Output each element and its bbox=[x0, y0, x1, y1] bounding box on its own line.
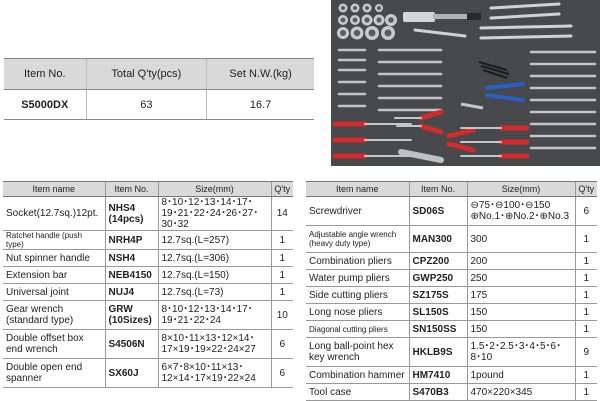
item-qty: 10 bbox=[271, 301, 293, 330]
item-size: 150 bbox=[467, 304, 575, 321]
item-size: 250 bbox=[467, 270, 575, 287]
item-qty: 9 bbox=[575, 338, 597, 367]
table-row bbox=[306, 384, 597, 401]
item-size: 8･10･12･13･14･17･19･21･22･24 bbox=[158, 301, 271, 330]
item-size: 12.7sq.(L=306) bbox=[158, 250, 271, 267]
item-name: Combination hammer bbox=[306, 367, 409, 384]
right-header-qty: Q'ty bbox=[575, 182, 597, 197]
table-row bbox=[3, 197, 293, 231]
spec-item-no: S5000DX bbox=[4, 90, 86, 120]
item-qty: 1 bbox=[575, 367, 597, 384]
table-row bbox=[306, 270, 597, 287]
item-name: Gear wrench (standard type) bbox=[3, 301, 105, 330]
item-name: Nut spinner handle bbox=[3, 250, 105, 267]
item-size: 300 bbox=[467, 226, 575, 253]
spec-total-qty: 63 bbox=[86, 90, 207, 120]
item-size: 6×7･8×10･11×13･12×14･17×19･22×24 bbox=[158, 359, 271, 388]
item-qty: 1 bbox=[575, 304, 597, 321]
table-row bbox=[306, 338, 597, 367]
item-size: 150 bbox=[467, 321, 575, 338]
item-no: GWP250 bbox=[409, 270, 467, 287]
item-no: NSH4 bbox=[105, 250, 158, 267]
left-header-qty: Q'ty bbox=[271, 182, 293, 197]
item-qty: 14 bbox=[271, 197, 293, 231]
item-qty: 6 bbox=[271, 359, 293, 388]
table-row bbox=[306, 321, 597, 338]
right-header-size: Size(mm) bbox=[467, 182, 575, 197]
item-name: Diagonal cutting pliers bbox=[306, 321, 409, 338]
item-size: 200 bbox=[467, 253, 575, 270]
item-qty: 6 bbox=[575, 197, 597, 226]
item-name: Double open end spanner bbox=[3, 359, 105, 388]
item-size: 8×10･11×13･12×14･17×19･19×22･24×27 bbox=[158, 330, 271, 359]
item-qty: 1 bbox=[271, 284, 293, 301]
item-no: GRW (10Sizes) bbox=[105, 301, 158, 330]
item-no: SL150S bbox=[409, 304, 467, 321]
item-size: 8･10･12･13･14･17･19･21･22･24･26･27･30･32 bbox=[158, 197, 271, 231]
item-name: Long nose pliers bbox=[306, 304, 409, 321]
right-header-item-no: Item No. bbox=[409, 182, 467, 197]
table-row bbox=[3, 250, 293, 267]
item-size: 12.7sq.(L=150) bbox=[158, 267, 271, 284]
item-qty: 1 bbox=[575, 253, 597, 270]
spec-weight: 16.7 bbox=[207, 90, 314, 120]
item-qty: 1 bbox=[271, 231, 293, 250]
item-no: NEB4150 bbox=[105, 267, 158, 284]
item-size: 1.5･2･2.5･3･4･5･6･8･10 bbox=[467, 338, 575, 367]
item-size: 12.7sq.(L=73) bbox=[158, 284, 271, 301]
table-row bbox=[306, 304, 597, 321]
left-header-item-no: Item No. bbox=[105, 182, 158, 197]
item-name: Ratchet handle (push type) bbox=[3, 231, 105, 250]
item-size: 12.7sq.(L=257) bbox=[158, 231, 271, 250]
item-qty: 1 bbox=[271, 250, 293, 267]
item-no: HKLB9S bbox=[409, 338, 467, 367]
item-name: Side cutting pliers bbox=[306, 287, 409, 304]
spec-header-total-qty: Total Q'ty(pcs) bbox=[86, 59, 207, 90]
spec-header-weight: Set N.W.(kg) bbox=[207, 59, 314, 90]
spec-header-item-no: Item No. bbox=[4, 59, 86, 90]
tool-set-illustration bbox=[331, 0, 600, 166]
left-header-size: Size(mm) bbox=[158, 182, 271, 197]
item-name: Long ball-point hex key wrench bbox=[306, 338, 409, 367]
item-size: 1pound bbox=[467, 367, 575, 384]
table-row bbox=[306, 253, 597, 270]
table-row bbox=[3, 359, 293, 388]
item-no: SX60J bbox=[105, 359, 158, 388]
set-spec-table bbox=[4, 58, 314, 120]
item-qty: 1 bbox=[575, 384, 597, 401]
item-qty: 1 bbox=[575, 287, 597, 304]
table-row bbox=[306, 226, 597, 253]
item-no: SZ175S bbox=[409, 287, 467, 304]
item-no: S470B3 bbox=[409, 384, 467, 401]
item-no: SD06S bbox=[409, 197, 467, 226]
left-header-item-name: Item name bbox=[3, 182, 105, 197]
table-row bbox=[3, 301, 293, 330]
item-no: MAN300 bbox=[409, 226, 467, 253]
item-no: NUJ4 bbox=[105, 284, 158, 301]
item-name: Adjustable angle wrench (heavy duty type) bbox=[306, 226, 409, 253]
item-name: Universal joint bbox=[3, 284, 105, 301]
table-row bbox=[3, 267, 293, 284]
table-row bbox=[306, 367, 597, 384]
table-row bbox=[306, 197, 597, 226]
item-name: Combination pliers bbox=[306, 253, 409, 270]
item-no: CPZ200 bbox=[409, 253, 467, 270]
item-no: NRH4P bbox=[105, 231, 158, 250]
item-name: Screwdriver bbox=[306, 197, 409, 226]
item-no: NHS4 (14pcs) bbox=[105, 197, 158, 231]
tool-set-photo bbox=[331, 0, 600, 166]
item-name: Tool case bbox=[306, 384, 409, 401]
item-qty: 1 bbox=[271, 267, 293, 284]
item-qty: 1 bbox=[575, 226, 597, 253]
item-name: Socket(12.7sq.)12pt. bbox=[3, 197, 105, 231]
table-row bbox=[3, 330, 293, 359]
left-item-table bbox=[3, 181, 293, 388]
table-row bbox=[3, 231, 293, 250]
item-name: Double offset box end wrench bbox=[3, 330, 105, 359]
table-row bbox=[306, 287, 597, 304]
item-no: HM7410 bbox=[409, 367, 467, 384]
item-size: 175 bbox=[467, 287, 575, 304]
table-row bbox=[3, 284, 293, 301]
item-qty: 6 bbox=[271, 330, 293, 359]
item-name: Water pump pliers bbox=[306, 270, 409, 287]
right-item-table bbox=[306, 181, 597, 401]
item-no: S4506N bbox=[105, 330, 158, 359]
item-size: ⊖75･⊖100･⊖150 ⊕No.1･⊕No.2･⊕No.3 bbox=[467, 197, 575, 226]
item-name: Extension bar bbox=[3, 267, 105, 284]
item-no: SN150SS bbox=[409, 321, 467, 338]
right-header-item-name: Item name bbox=[306, 182, 409, 197]
item-size: 470×220×345 bbox=[467, 384, 575, 401]
item-qty: 1 bbox=[575, 321, 597, 338]
item-qty: 1 bbox=[575, 270, 597, 287]
